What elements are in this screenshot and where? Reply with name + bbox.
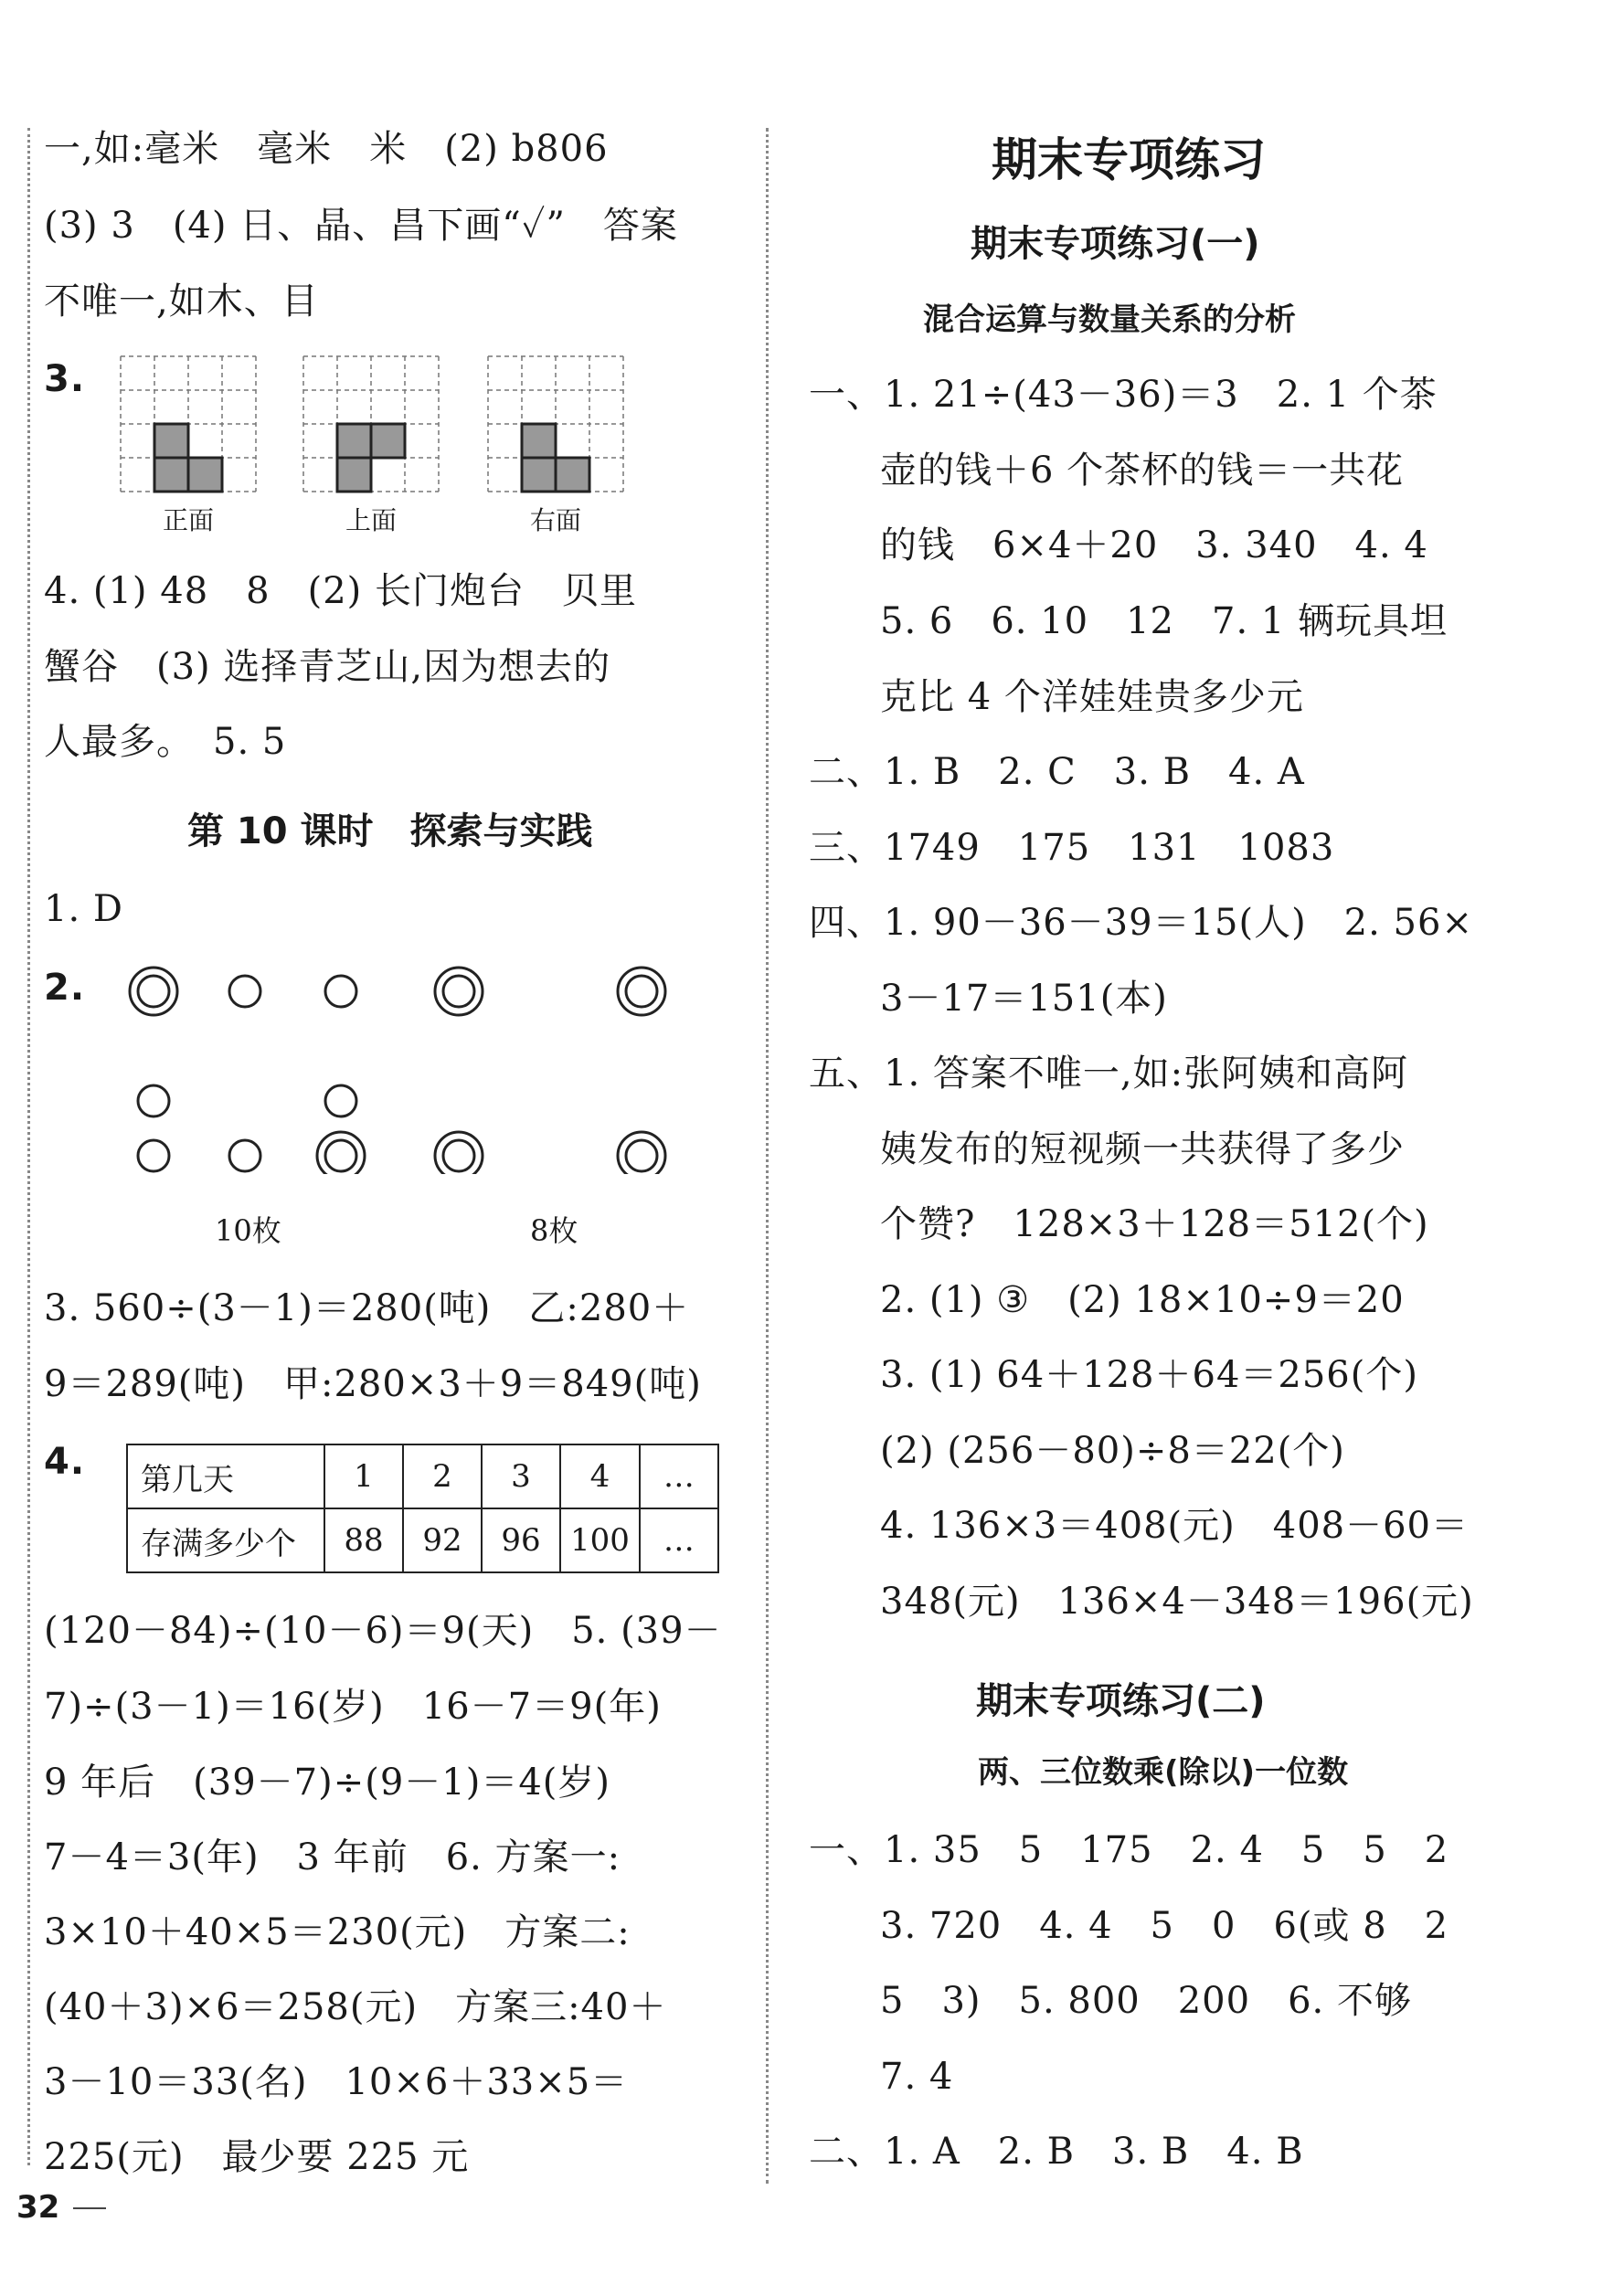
section2-subtitle: 两、三位数乘(除以)一位数: [978, 1754, 1349, 1791]
left-line-1: 一,如:毫米 毫米 米 (2) b806: [44, 128, 609, 170]
tail-line-1: (120－84)÷(10－6)＝9(天) 5. (39－: [44, 1610, 722, 1652]
savings-table: [126, 1444, 719, 1573]
top-view-label: 上面: [345, 505, 398, 535]
table-row: [127, 1508, 718, 1572]
q4-line-3: 人最多。 5. 5: [44, 721, 287, 763]
q3-number: 3.: [44, 358, 86, 400]
table-cell: 3: [482, 1444, 560, 1508]
s1-line-2: 壶的钱＋6 个茶杯的钱＝一共花: [880, 450, 1405, 492]
top-view-grid: [302, 354, 440, 493]
table-cell: 4: [560, 1444, 640, 1508]
q3b-line-1: 3. 560÷(3－1)＝280(吨) 乙:280＋: [44, 1287, 690, 1329]
s1-line-12: 个赞? 128×3＋128＝512(个): [880, 1203, 1429, 1245]
s1-line-4: 5. 6 6. 10 12 7. 1 辆玩具坦: [880, 600, 1449, 642]
count-label-8: 8枚: [530, 1213, 578, 1248]
circle-arrangement: [119, 955, 685, 1174]
table-cell: 92: [403, 1508, 482, 1572]
s1-line-6: 二、1. B 2. C 3. B 4. A: [809, 751, 1305, 793]
s1-line-9: 3－17＝151(本): [880, 978, 1168, 1020]
tail-line-6: (40＋3)×6＝258(元) 方案三:40＋: [44, 1986, 667, 2028]
right-view-label: 右面: [530, 505, 582, 535]
page-number: 32: [16, 2189, 60, 2226]
s2-line-1: 一、1. 35 5 175 2. 4 5 5 2: [809, 1829, 1449, 1871]
s1-line-1: 一、1. 21÷(43－36)＝3 2. 1 个茶: [809, 374, 1438, 416]
table-cell: …: [640, 1444, 718, 1508]
table-cell: 2: [403, 1444, 482, 1508]
q4b-number: 4.: [44, 1441, 86, 1483]
s2-line-2: 3. 720 4. 4 5 0 6(或 8 2: [880, 1905, 1449, 1947]
s2-line-5: 二、1. A 2. B 3. B 4. B: [809, 2131, 1304, 2173]
q4-line-2: 蟹谷 (3) 选择青芝山,因为想去的: [44, 646, 611, 688]
left-margin-divider: [27, 128, 30, 2165]
page-title: 期末专项练习: [992, 133, 1266, 186]
s1-line-15: (2) (256－80)÷8＝22(个): [880, 1430, 1345, 1472]
lesson-q1: 1. D: [44, 888, 123, 930]
s1-line-8: 四、1. 90－36－39＝15(人) 2. 56×: [809, 902, 1473, 944]
s2-line-3: 5 3) 5. 800 200 6. 不够: [880, 1980, 1412, 2022]
tail-line-3: 9 年后 (39－7)÷(9－1)＝4(岁): [44, 1762, 611, 1804]
s2-line-4: 7. 4: [880, 2056, 954, 2098]
q2-number: 2.: [44, 967, 86, 1009]
tail-line-5: 3×10＋40×5＝230(元) 方案二:: [44, 1911, 631, 1953]
s1-line-3: 的钱 6×4＋20 3. 340 4. 4: [880, 524, 1428, 566]
table-cell: 第几天: [127, 1444, 324, 1508]
table-cell: 96: [482, 1508, 560, 1572]
tail-line-4: 7－4＝3(年) 3 年前 6. 方案一:: [44, 1836, 621, 1878]
tail-line-2: 7)÷(3－1)＝16(岁) 16－7＝9(年): [44, 1686, 662, 1728]
s1-line-16: 4. 136×3＝408(元) 408－60＝: [880, 1505, 1469, 1547]
left-line-3: 不唯一,如木、目: [44, 280, 319, 323]
s1-line-17: 348(元) 136×4－348＝196(元): [880, 1581, 1474, 1623]
q4-line-1: 4. (1) 48 8 (2) 长门炮台 贝里: [44, 570, 637, 612]
q3b-line-2: 9＝289(吨) 甲:280×3＋9＝849(吨): [44, 1363, 702, 1405]
tail-line-7: 3－10＝33(名) 10×6＋33×5＝: [44, 2061, 629, 2103]
s1-line-7: 三、1749 175 131 1083: [809, 827, 1335, 869]
table-cell: 存满多少个: [127, 1508, 324, 1572]
count-label-10: 10枚: [215, 1213, 281, 1248]
front-view-label: 正面: [163, 505, 215, 535]
front-view-grid: [119, 354, 258, 493]
table-cell: 100: [560, 1508, 640, 1572]
section1-title: 期末专项练习(一): [971, 223, 1260, 265]
table-row: [127, 1444, 718, 1508]
s1-line-10: 五、1. 答案不唯一,如:张阿姨和高阿: [809, 1053, 1409, 1095]
s1-line-5: 克比 4 个洋娃娃贵多少元: [880, 676, 1304, 718]
s1-line-11: 姨发布的短视频一共获得了多少: [880, 1128, 1405, 1170]
s1-line-13: 2. (1) ③ (2) 18×10÷9＝20: [880, 1279, 1405, 1321]
section2-title: 期末专项练习(二): [976, 1680, 1266, 1722]
section1-subtitle: 混合运算与数量关系的分析: [923, 302, 1296, 338]
s1-line-14: 3. (1) 64＋128＋64＝256(个): [880, 1354, 1418, 1396]
page-number-dash: [73, 2207, 106, 2209]
table-cell: 88: [324, 1508, 403, 1572]
tail-line-8: 225(元) 最少要 225 元: [44, 2136, 470, 2178]
table-cell: 1: [324, 1444, 403, 1508]
column-divider: [766, 128, 769, 2184]
left-line-2: (3) 3 (4) 日、晶、昌下画“✓” 答案: [44, 205, 678, 247]
lesson-title: 第 10 课时 探索与实践: [187, 810, 593, 852]
table-cell: …: [640, 1508, 718, 1572]
right-view-grid: [486, 354, 625, 493]
